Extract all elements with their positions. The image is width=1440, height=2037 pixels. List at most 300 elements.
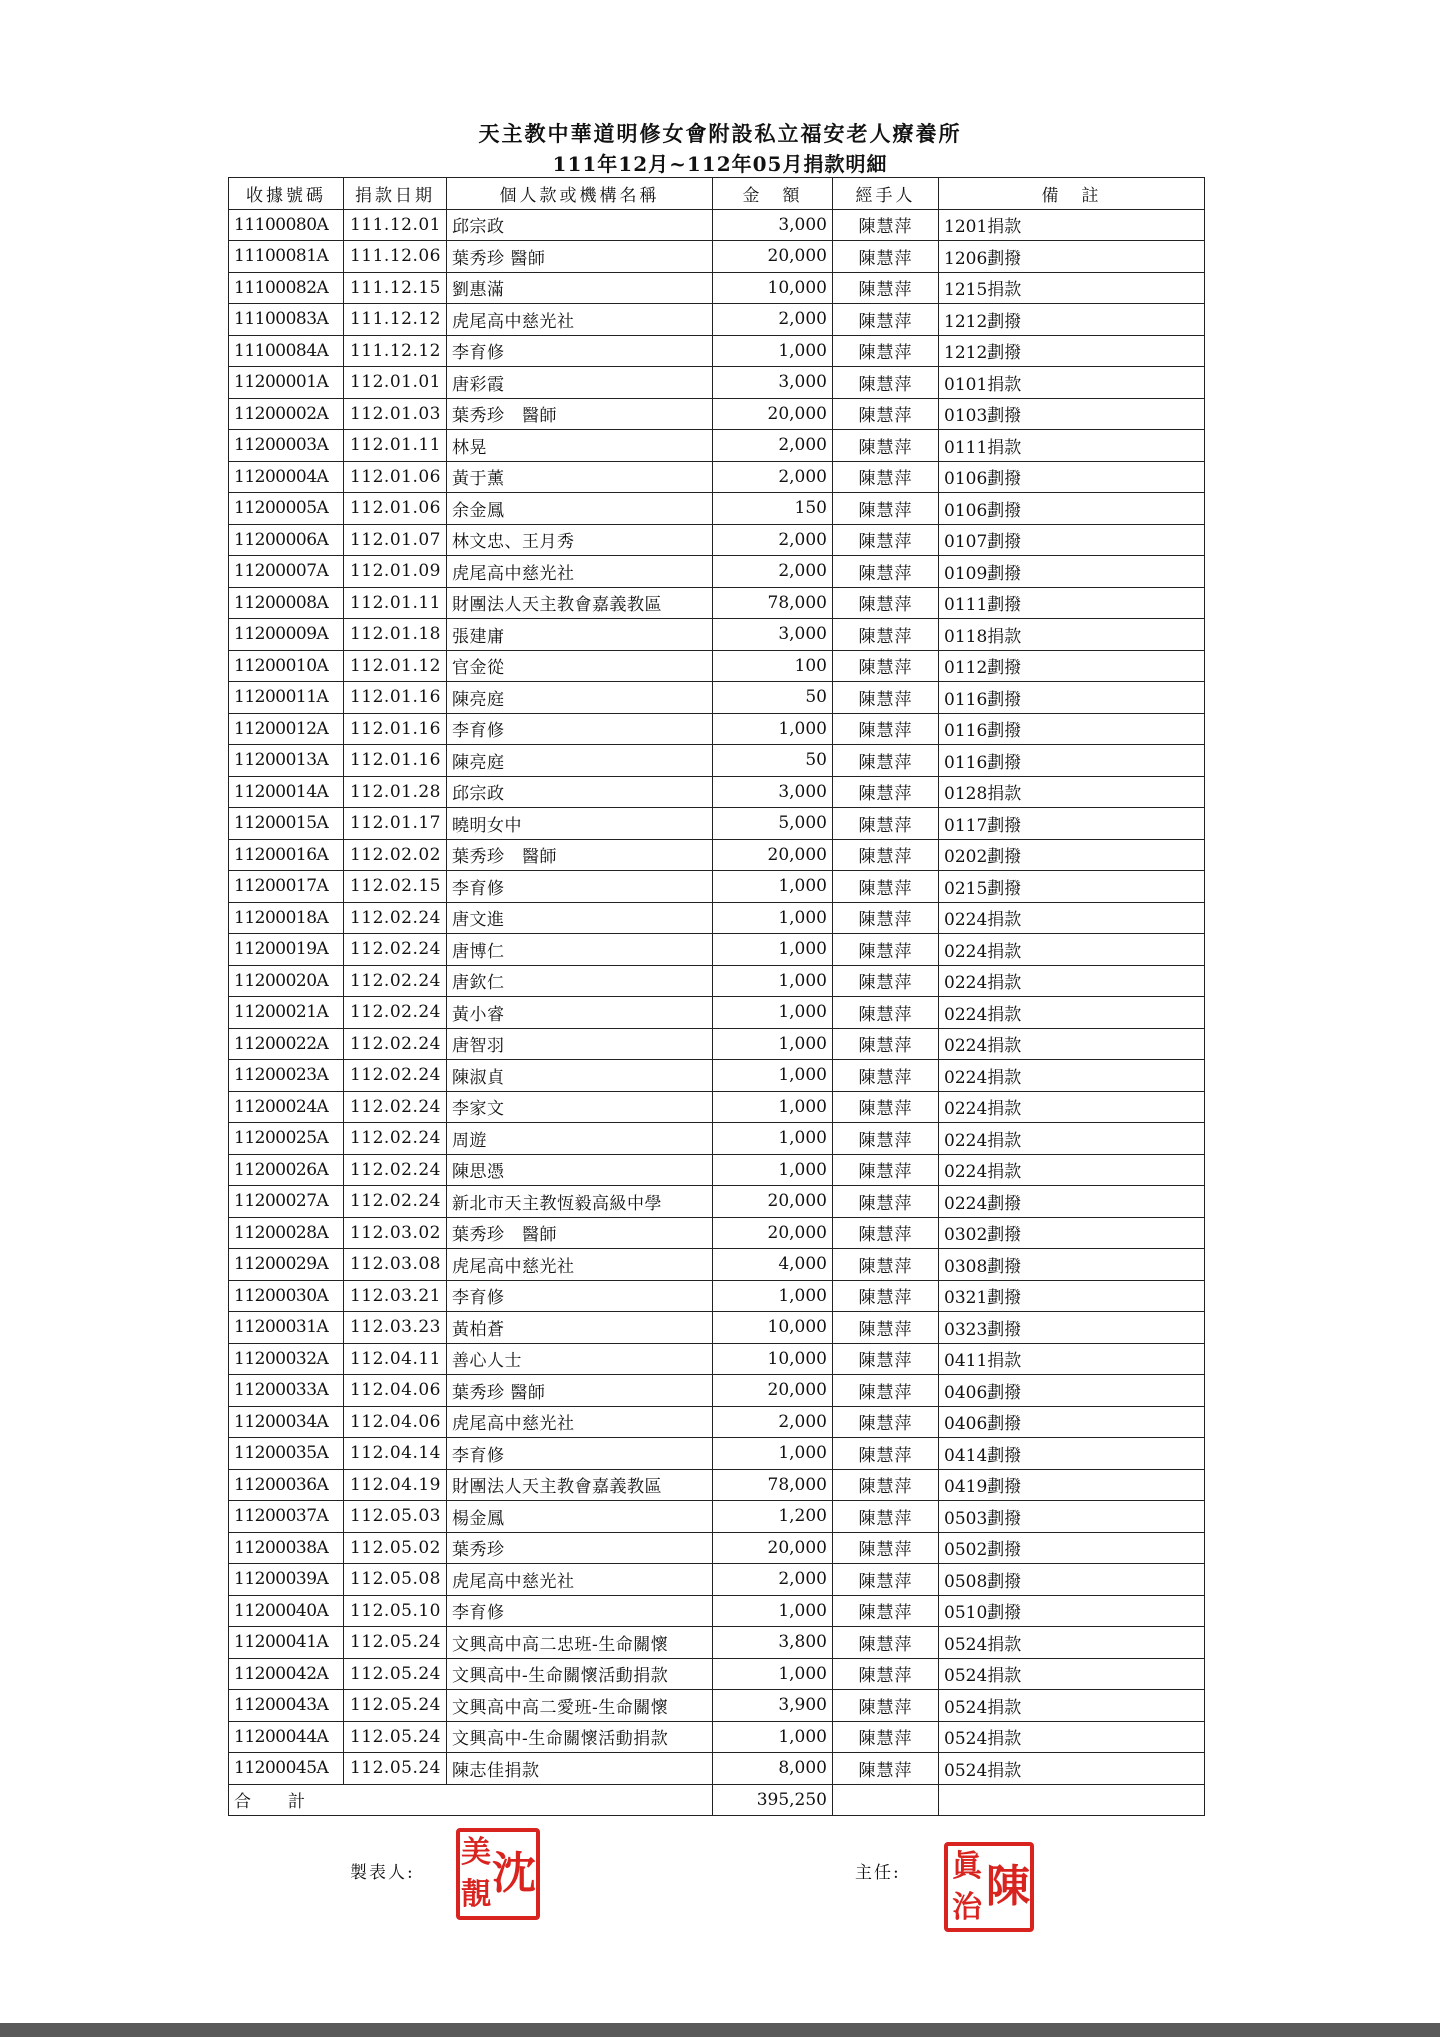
amount-cell: 3,000 — [713, 209, 833, 241]
donor-name-cell: 陳亮庭 — [447, 682, 713, 714]
note-cell: 0406劃撥 — [939, 1375, 1205, 1407]
amount-cell: 1,000 — [713, 1280, 833, 1312]
date-cell: 112.01.11 — [344, 430, 447, 462]
date-cell: 112.01.16 — [344, 713, 447, 745]
receipt-cell: 11100082A — [229, 272, 344, 304]
handler-cell: 陳慧萍 — [833, 1469, 939, 1501]
date-cell: 112.02.24 — [344, 1123, 447, 1155]
note-cell: 0411捐款 — [939, 1343, 1205, 1375]
donor-name-cell: 陳思憑 — [447, 1154, 713, 1186]
note-cell: 0302劃撥 — [939, 1217, 1205, 1249]
date-cell: 112.05.08 — [344, 1564, 447, 1596]
date-cell: 112.05.10 — [344, 1595, 447, 1627]
donor-name-cell: 李育修 — [447, 1438, 713, 1470]
table-row — [229, 398, 1205, 430]
receipt-cell: 11200039A — [229, 1564, 344, 1596]
column-header-date: 捐款日期 — [344, 178, 447, 210]
table-row — [229, 461, 1205, 493]
note-cell: 0502劃撥 — [939, 1532, 1205, 1564]
amount-cell: 3,000 — [713, 776, 833, 808]
table-row — [229, 524, 1205, 556]
handler-cell: 陳慧萍 — [833, 1375, 939, 1407]
receipt-cell: 11200033A — [229, 1375, 344, 1407]
note-cell: 0224捐款 — [939, 1123, 1205, 1155]
note-cell: 0106劃撥 — [939, 493, 1205, 525]
date-cell: 112.05.24 — [344, 1721, 447, 1753]
table-row — [229, 493, 1205, 525]
receipt-cell: 11200044A — [229, 1721, 344, 1753]
amount-cell: 2,000 — [713, 430, 833, 462]
table-row — [229, 934, 1205, 966]
note-cell: 0224捐款 — [939, 902, 1205, 934]
handler-cell: 陳慧萍 — [833, 1343, 939, 1375]
handler-cell: 陳慧萍 — [833, 934, 939, 966]
handler-cell: 陳慧萍 — [833, 902, 939, 934]
table-row — [229, 1217, 1205, 1249]
table-row — [229, 776, 1205, 808]
date-cell: 112.05.24 — [344, 1753, 447, 1785]
total-empty-handler — [833, 1784, 939, 1816]
table-row — [229, 430, 1205, 462]
handler-cell: 陳慧萍 — [833, 1217, 939, 1249]
date-cell: 111.12.06 — [344, 241, 447, 273]
table-row — [229, 682, 1205, 714]
director-label: 主任: — [855, 1863, 901, 1883]
handler-cell: 陳慧萍 — [833, 871, 939, 903]
date-cell: 111.12.12 — [344, 304, 447, 336]
handler-cell: 陳慧萍 — [833, 808, 939, 840]
donor-name-cell: 唐彩霞 — [447, 367, 713, 399]
note-cell: 0116劃撥 — [939, 713, 1205, 745]
note-cell: 0503劃撥 — [939, 1501, 1205, 1533]
table-row — [229, 839, 1205, 871]
table-row — [229, 1280, 1205, 1312]
donor-name-cell: 唐文進 — [447, 902, 713, 934]
table-row — [229, 335, 1205, 367]
table-row — [229, 1060, 1205, 1092]
table-row — [229, 902, 1205, 934]
note-cell: 0117劃撥 — [939, 808, 1205, 840]
handler-cell: 陳慧萍 — [833, 335, 939, 367]
amount-cell: 1,000 — [713, 1721, 833, 1753]
donor-name-cell: 善心人士 — [447, 1343, 713, 1375]
donor-name-cell: 李家文 — [447, 1091, 713, 1123]
receipt-cell: 11200040A — [229, 1595, 344, 1627]
table-row — [229, 304, 1205, 336]
table-row — [229, 1343, 1205, 1375]
date-cell: 111.12.15 — [344, 272, 447, 304]
note-cell: 0524捐款 — [939, 1627, 1205, 1659]
receipt-cell: 11200022A — [229, 1028, 344, 1060]
date-cell: 112.01.18 — [344, 619, 447, 651]
amount-cell: 10,000 — [713, 272, 833, 304]
note-cell: 0101捐款 — [939, 367, 1205, 399]
donor-name-cell: 劉惠滿 — [447, 272, 713, 304]
preparer-seal-char-1: 沈 — [492, 1848, 536, 1899]
date-cell: 112.04.14 — [344, 1438, 447, 1470]
date-cell: 112.04.06 — [344, 1375, 447, 1407]
note-cell: 0406劃撥 — [939, 1406, 1205, 1438]
handler-cell: 陳慧萍 — [833, 241, 939, 273]
table-row — [229, 367, 1205, 399]
amount-cell: 8,000 — [713, 1753, 833, 1785]
receipt-cell: 11200004A — [229, 461, 344, 493]
table-row — [229, 1186, 1205, 1218]
table-row — [229, 808, 1205, 840]
date-cell: 112.01.09 — [344, 556, 447, 588]
date-cell: 112.02.02 — [344, 839, 447, 871]
donor-name-cell: 楊金鳳 — [447, 1501, 713, 1533]
handler-cell: 陳慧萍 — [833, 1312, 939, 1344]
receipt-cell: 11200026A — [229, 1154, 344, 1186]
donor-name-cell: 葉秀珍 醫師 — [447, 398, 713, 430]
document-subtitle: 111年12月~112年05月捐款明細 — [552, 152, 888, 176]
note-cell: 1212劃撥 — [939, 304, 1205, 336]
amount-cell: 1,000 — [713, 1595, 833, 1627]
date-cell: 112.03.23 — [344, 1312, 447, 1344]
handler-cell: 陳慧萍 — [833, 745, 939, 777]
note-cell: 0510劃撥 — [939, 1595, 1205, 1627]
amount-cell: 2,000 — [713, 524, 833, 556]
receipt-cell: 11100084A — [229, 335, 344, 367]
note-cell: 0224捐款 — [939, 1154, 1205, 1186]
amount-cell: 1,000 — [713, 713, 833, 745]
receipt-cell: 11200034A — [229, 1406, 344, 1438]
receipt-cell: 11200012A — [229, 713, 344, 745]
receipt-cell: 11200031A — [229, 1312, 344, 1344]
table-row — [229, 713, 1205, 745]
handler-cell: 陳慧萍 — [833, 524, 939, 556]
note-cell: 0524捐款 — [939, 1721, 1205, 1753]
amount-cell: 20,000 — [713, 1532, 833, 1564]
receipt-cell: 11200014A — [229, 776, 344, 808]
handler-cell: 陳慧萍 — [833, 1753, 939, 1785]
receipt-cell: 11200001A — [229, 367, 344, 399]
donor-name-cell: 虎尾高中慈光社 — [447, 1564, 713, 1596]
receipt-cell: 11200027A — [229, 1186, 344, 1218]
receipt-cell: 11200032A — [229, 1343, 344, 1375]
preparer-seal-char-3: 靚 — [461, 1877, 491, 1912]
table-row — [229, 1249, 1205, 1281]
receipt-cell: 11200017A — [229, 871, 344, 903]
handler-cell: 陳慧萍 — [833, 1595, 939, 1627]
receipt-cell: 11200010A — [229, 650, 344, 682]
amount-cell: 78,000 — [713, 1469, 833, 1501]
date-cell: 111.12.12 — [344, 335, 447, 367]
note-cell: 0112劃撥 — [939, 650, 1205, 682]
table-row — [229, 1154, 1205, 1186]
receipt-cell: 11200015A — [229, 808, 344, 840]
note-cell: 0224捐款 — [939, 1028, 1205, 1060]
donor-name-cell: 唐欽仁 — [447, 965, 713, 997]
amount-cell: 1,000 — [713, 1028, 833, 1060]
handler-cell: 陳慧萍 — [833, 367, 939, 399]
table-row — [229, 1658, 1205, 1690]
handler-cell: 陳慧萍 — [833, 430, 939, 462]
receipt-cell: 11200043A — [229, 1690, 344, 1722]
donor-name-cell: 曉明女中 — [447, 808, 713, 840]
date-cell: 112.01.11 — [344, 587, 447, 619]
receipt-cell: 11200036A — [229, 1469, 344, 1501]
director-seal-char-1: 陳 — [986, 1861, 1030, 1912]
receipt-cell: 11200029A — [229, 1249, 344, 1281]
amount-cell: 1,000 — [713, 934, 833, 966]
table-row — [229, 1595, 1205, 1627]
note-cell: 0128捐款 — [939, 776, 1205, 808]
amount-cell: 20,000 — [713, 1375, 833, 1407]
note-cell: 1206劃撥 — [939, 241, 1205, 273]
donor-name-cell: 陳淑貞 — [447, 1060, 713, 1092]
date-cell: 112.03.08 — [344, 1249, 447, 1281]
note-cell: 0224劃撥 — [939, 1186, 1205, 1218]
date-cell: 112.01.06 — [344, 461, 447, 493]
donor-name-cell: 黃于薰 — [447, 461, 713, 493]
handler-cell: 陳慧萍 — [833, 272, 939, 304]
amount-cell: 10,000 — [713, 1343, 833, 1375]
table-row — [229, 241, 1205, 273]
note-cell: 0508劃撥 — [939, 1564, 1205, 1596]
receipt-cell: 11200006A — [229, 524, 344, 556]
date-cell: 112.01.01 — [344, 367, 447, 399]
donor-name-cell: 財團法人天主教會嘉義教區 — [447, 1469, 713, 1501]
amount-cell: 2,000 — [713, 461, 833, 493]
table-row — [229, 556, 1205, 588]
director-seal-char-2: 眞 — [952, 1848, 982, 1884]
donor-name-cell: 李育修 — [447, 335, 713, 367]
table-row — [229, 1406, 1205, 1438]
total-amount: 395,250 — [713, 1784, 833, 1816]
date-cell: 112.05.24 — [344, 1627, 447, 1659]
donor-name-cell: 陳亮庭 — [447, 745, 713, 777]
receipt-cell: 11200020A — [229, 965, 344, 997]
donor-name-cell: 唐智羽 — [447, 1028, 713, 1060]
note-cell: 0323劃撥 — [939, 1312, 1205, 1344]
receipt-cell: 11200028A — [229, 1217, 344, 1249]
receipt-cell: 11200005A — [229, 493, 344, 525]
date-cell: 112.03.02 — [344, 1217, 447, 1249]
amount-cell: 20,000 — [713, 839, 833, 871]
amount-cell: 78,000 — [713, 587, 833, 619]
handler-cell: 陳慧萍 — [833, 965, 939, 997]
handler-cell: 陳慧萍 — [833, 1091, 939, 1123]
table-row — [229, 1721, 1205, 1753]
amount-cell: 20,000 — [713, 1186, 833, 1218]
note-cell: 0107劃撥 — [939, 524, 1205, 556]
date-cell: 112.01.28 — [344, 776, 447, 808]
date-cell: 112.05.24 — [344, 1690, 447, 1722]
date-cell: 112.02.24 — [344, 997, 447, 1029]
date-cell: 112.01.17 — [344, 808, 447, 840]
receipt-cell: 11200008A — [229, 587, 344, 619]
handler-cell: 陳慧萍 — [833, 1123, 939, 1155]
receipt-cell: 11200021A — [229, 997, 344, 1029]
donor-name-cell: 李育修 — [447, 713, 713, 745]
handler-cell: 陳慧萍 — [833, 713, 939, 745]
total-label: 合 計 — [229, 1784, 713, 1816]
preparer-seal-char-2: 美 — [461, 1835, 491, 1870]
table-row — [229, 1532, 1205, 1564]
donor-name-cell: 財團法人天主教會嘉義教區 — [447, 587, 713, 619]
column-header-receipt: 收據號碼 — [229, 178, 344, 210]
donor-name-cell: 葉秀珍 醫師 — [447, 1217, 713, 1249]
table-row — [229, 965, 1205, 997]
amount-cell: 1,000 — [713, 997, 833, 1029]
preparer-label: 製表人: — [350, 1863, 415, 1883]
date-cell: 112.02.24 — [344, 1091, 447, 1123]
date-cell: 112.02.24 — [344, 1154, 447, 1186]
donor-name-cell: 葉秀珍 — [447, 1532, 713, 1564]
receipt-cell: 11200035A — [229, 1438, 344, 1470]
date-cell: 112.05.24 — [344, 1658, 447, 1690]
receipt-cell: 11100081A — [229, 241, 344, 273]
preparer-seal — [456, 1828, 540, 1920]
donor-name-cell: 張建庸 — [447, 619, 713, 651]
note-cell: 0111捐款 — [939, 430, 1205, 462]
amount-cell: 3,000 — [713, 619, 833, 651]
amount-cell: 2,000 — [713, 1564, 833, 1596]
table-row — [229, 1501, 1205, 1533]
receipt-cell: 11200030A — [229, 1280, 344, 1312]
note-cell: 0224捐款 — [939, 997, 1205, 1029]
receipt-cell: 11200037A — [229, 1501, 344, 1533]
date-cell: 112.02.24 — [344, 1186, 447, 1218]
date-cell: 112.04.19 — [344, 1469, 447, 1501]
note-cell: 1212劃撥 — [939, 335, 1205, 367]
donor-name-cell: 李育修 — [447, 871, 713, 903]
amount-cell: 1,200 — [713, 1501, 833, 1533]
note-cell: 0111劃撥 — [939, 587, 1205, 619]
receipt-cell: 11200016A — [229, 839, 344, 871]
handler-cell: 陳慧萍 — [833, 776, 939, 808]
donor-name-cell: 新北市天主教恆毅高級中學 — [447, 1186, 713, 1218]
date-cell: 112.02.24 — [344, 1060, 447, 1092]
donor-name-cell: 李育修 — [447, 1595, 713, 1627]
receipt-cell: 11200023A — [229, 1060, 344, 1092]
handler-cell: 陳慧萍 — [833, 304, 939, 336]
handler-cell: 陳慧萍 — [833, 461, 939, 493]
column-header-name: 個人款或機構名稱 — [447, 178, 713, 210]
note-cell: 0308劃撥 — [939, 1249, 1205, 1281]
column-header-handler: 經手人 — [833, 178, 939, 210]
donation-table — [228, 177, 1205, 1816]
table-row — [229, 1753, 1205, 1785]
handler-cell: 陳慧萍 — [833, 1186, 939, 1218]
handler-cell: 陳慧萍 — [833, 1406, 939, 1438]
donor-name-cell: 虎尾高中慈光社 — [447, 304, 713, 336]
date-cell: 112.01.07 — [344, 524, 447, 556]
date-cell: 112.05.03 — [344, 1501, 447, 1533]
handler-cell: 陳慧萍 — [833, 839, 939, 871]
date-cell: 112.05.02 — [344, 1532, 447, 1564]
note-cell: 0524捐款 — [939, 1753, 1205, 1785]
note-cell: 0106劃撥 — [939, 461, 1205, 493]
date-cell: 112.01.03 — [344, 398, 447, 430]
handler-cell: 陳慧萍 — [833, 619, 939, 651]
date-cell: 111.12.01 — [344, 209, 447, 241]
director-seal — [944, 1842, 1034, 1932]
donor-name-cell: 余金鳳 — [447, 493, 713, 525]
amount-cell: 1,000 — [713, 1091, 833, 1123]
donor-name-cell: 李育修 — [447, 1280, 713, 1312]
note-cell: 0321劃撥 — [939, 1280, 1205, 1312]
donor-name-cell: 葉秀珍 醫師 — [447, 1375, 713, 1407]
amount-cell: 2,000 — [713, 556, 833, 588]
table-row — [229, 1312, 1205, 1344]
handler-cell: 陳慧萍 — [833, 556, 939, 588]
amount-cell: 4,000 — [713, 1249, 833, 1281]
amount-cell: 1,000 — [713, 1658, 833, 1690]
receipt-cell: 11200002A — [229, 398, 344, 430]
donor-name-cell: 葉秀珍 醫師 — [447, 839, 713, 871]
note-cell: 0414劃撥 — [939, 1438, 1205, 1470]
amount-cell: 3,000 — [713, 367, 833, 399]
amount-cell: 2,000 — [713, 304, 833, 336]
note-cell: 0224捐款 — [939, 934, 1205, 966]
handler-cell: 陳慧萍 — [833, 997, 939, 1029]
table-row — [229, 1375, 1205, 1407]
receipt-cell: 11200042A — [229, 1658, 344, 1690]
receipt-cell: 11200024A — [229, 1091, 344, 1123]
receipt-cell: 11200003A — [229, 430, 344, 462]
total-empty-note — [939, 1784, 1205, 1816]
date-cell: 112.03.21 — [344, 1280, 447, 1312]
receipt-cell: 11200018A — [229, 902, 344, 934]
donor-name-cell: 黃小睿 — [447, 997, 713, 1029]
director-seal-char-3: 治 — [952, 1889, 982, 1925]
note-cell: 0109劃撥 — [939, 556, 1205, 588]
note-cell: 0116劃撥 — [939, 682, 1205, 714]
receipt-cell: 11200025A — [229, 1123, 344, 1155]
amount-cell: 1,000 — [713, 965, 833, 997]
table-header-row — [229, 178, 1205, 210]
handler-cell: 陳慧萍 — [833, 1280, 939, 1312]
amount-cell: 20,000 — [713, 398, 833, 430]
table-row — [229, 1123, 1205, 1155]
amount-cell: 1,000 — [713, 1438, 833, 1470]
note-cell: 0524捐款 — [939, 1690, 1205, 1722]
donor-name-cell: 文興高中高二愛班-生命關懷 — [447, 1690, 713, 1722]
amount-cell: 1,000 — [713, 871, 833, 903]
donor-name-cell: 唐博仁 — [447, 934, 713, 966]
donor-name-cell: 虎尾高中慈光社 — [447, 1249, 713, 1281]
donor-name-cell: 陳志佳捐款 — [447, 1753, 713, 1785]
handler-cell: 陳慧萍 — [833, 1154, 939, 1186]
table-row — [229, 871, 1205, 903]
column-header-amount: 金 額 — [713, 178, 833, 210]
handler-cell: 陳慧萍 — [833, 209, 939, 241]
note-cell: 1215捐款 — [939, 272, 1205, 304]
table-body — [229, 209, 1205, 1784]
table-row — [229, 1469, 1205, 1501]
table-row — [229, 1028, 1205, 1060]
amount-cell: 1,000 — [713, 335, 833, 367]
receipt-cell: 11200041A — [229, 1627, 344, 1659]
amount-cell: 50 — [713, 682, 833, 714]
handler-cell: 陳慧萍 — [833, 1501, 939, 1533]
date-cell: 112.01.16 — [344, 682, 447, 714]
table-row — [229, 650, 1205, 682]
amount-cell: 3,900 — [713, 1690, 833, 1722]
table-row — [229, 209, 1205, 241]
receipt-cell: 11200013A — [229, 745, 344, 777]
note-cell: 0118捐款 — [939, 619, 1205, 651]
date-cell: 112.02.15 — [344, 871, 447, 903]
note-cell: 0224捐款 — [939, 1091, 1205, 1123]
receipt-cell: 11200038A — [229, 1532, 344, 1564]
date-cell: 112.02.24 — [344, 965, 447, 997]
amount-cell: 3,800 — [713, 1627, 833, 1659]
note-cell: 0419劃撥 — [939, 1469, 1205, 1501]
